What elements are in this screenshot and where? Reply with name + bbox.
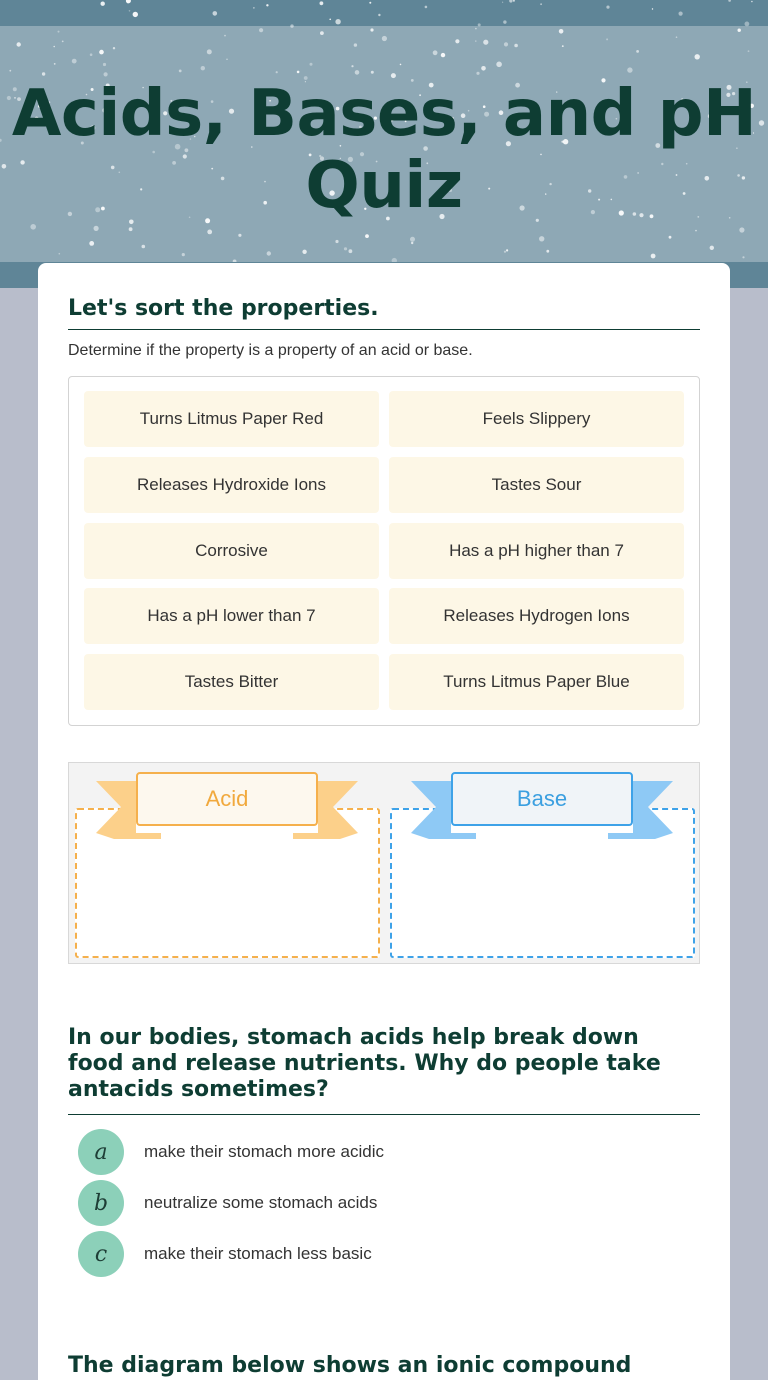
snow-dot xyxy=(90,53,93,56)
question-2-heading: In our bodies, stomach acids help break down food and release nutrients. Why do people take antacids sometimes? xyxy=(68,1025,700,1115)
snow-dot xyxy=(481,66,486,71)
snow-dot xyxy=(253,7,254,8)
snow-dot xyxy=(129,227,133,231)
answer-option-c[interactable] xyxy=(78,1231,372,1277)
snow-dot xyxy=(129,10,131,12)
snow-dot xyxy=(320,31,324,35)
snow-dot xyxy=(94,226,99,231)
snow-dot xyxy=(302,250,306,254)
snow-dot xyxy=(238,234,241,237)
snow-dot xyxy=(344,247,347,250)
category-drop-area xyxy=(68,762,700,964)
acid-category-label: Acid xyxy=(136,772,318,826)
sort-item-turns-litmus-blue[interactable]: Turns Litmus Paper Blue xyxy=(389,654,684,710)
snow-dot xyxy=(113,47,115,49)
page-title: Acids, Bases, and pH Quiz xyxy=(11,77,757,223)
snow-dot xyxy=(42,72,45,75)
snow-dot xyxy=(506,249,508,251)
snow-dot xyxy=(478,23,481,26)
snow-dot xyxy=(679,12,683,16)
snow-dot xyxy=(335,19,340,24)
snow-dot xyxy=(455,39,459,43)
snow-dot xyxy=(182,253,185,256)
snow-dot xyxy=(513,0,515,2)
snow-dot xyxy=(72,59,77,64)
snow-dot xyxy=(54,63,56,65)
snow-dot xyxy=(476,72,479,75)
snow-dot xyxy=(9,70,11,72)
snow-dot xyxy=(496,62,502,68)
snow-dot xyxy=(133,12,138,17)
snow-dot xyxy=(207,230,212,235)
snow-dot xyxy=(710,246,714,250)
answer-option-b[interactable] xyxy=(78,1180,377,1226)
snow-dot xyxy=(320,1,324,5)
snow-dot xyxy=(695,54,700,59)
question-1-heading: Let's sort the properties. xyxy=(68,295,700,330)
snow-dot xyxy=(627,67,632,72)
snow-dot xyxy=(329,19,331,21)
snow-dot xyxy=(382,36,387,41)
snow-dot xyxy=(540,3,542,5)
snow-dot xyxy=(99,50,104,55)
sort-item-corrosive[interactable]: Corrosive xyxy=(84,523,379,579)
sort-item-ph-higher-7[interactable]: Has a pH higher than 7 xyxy=(389,523,684,579)
snow-dot xyxy=(483,40,488,45)
snow-dot xyxy=(104,72,108,76)
snow-dot xyxy=(371,71,374,74)
snow-dot xyxy=(142,245,146,249)
snow-dot xyxy=(751,1,753,3)
snow-dot xyxy=(738,29,741,32)
snow-dot xyxy=(126,0,131,3)
snow-dot xyxy=(514,44,518,48)
snow-dot xyxy=(351,65,353,67)
snow-dot xyxy=(652,8,653,9)
snow-dot xyxy=(355,70,360,75)
snow-dot xyxy=(400,64,402,66)
snow-dot xyxy=(365,234,369,238)
snow-dot xyxy=(739,227,744,232)
snow-dot xyxy=(411,242,413,244)
snow-dot xyxy=(101,2,105,6)
sort-item-releases-hydrogen[interactable]: Releases Hydrogen Ions xyxy=(389,588,684,644)
snow-dot xyxy=(53,46,55,48)
snow-dot xyxy=(745,22,750,27)
snow-dot xyxy=(504,251,506,253)
snow-dot xyxy=(89,241,94,246)
snow-dot xyxy=(433,50,438,55)
snow-dot xyxy=(441,53,445,57)
sort-item-releases-hydroxide[interactable]: Releases Hydroxide Ions xyxy=(84,457,379,513)
snow-dot xyxy=(276,71,278,73)
snow-dot xyxy=(676,36,678,38)
snow-dot xyxy=(425,6,428,9)
sort-item-turns-litmus-red[interactable]: Turns Litmus Paper Red xyxy=(84,391,379,447)
snow-dot xyxy=(58,31,60,33)
answer-option-a[interactable] xyxy=(78,1129,384,1175)
snow-dot xyxy=(369,2,371,4)
snow-dot xyxy=(742,256,744,258)
snow-dot xyxy=(410,237,415,242)
snow-dot xyxy=(349,249,353,253)
snow-dot xyxy=(559,29,564,34)
snow-dot xyxy=(226,59,227,60)
snow-dot xyxy=(546,250,549,253)
sort-item-ph-lower-7[interactable]: Has a pH lower than 7 xyxy=(84,588,379,644)
sort-item-tastes-sour[interactable]: Tastes Sour xyxy=(389,457,684,513)
base-category-label: Base xyxy=(451,772,633,826)
question-1-instructions: Determine if the property is a property of an acid or base. xyxy=(68,342,473,359)
option-text: neutralize some stomach acids xyxy=(144,1193,378,1212)
snow-dot xyxy=(606,38,608,40)
snow-dot xyxy=(201,66,205,70)
snow-dot xyxy=(266,4,268,6)
snow-dot xyxy=(378,14,380,16)
question-3-heading: The diagram below shows an ionic compound xyxy=(68,1353,632,1378)
snow-dot xyxy=(502,2,503,3)
snow-dot xyxy=(475,40,476,41)
snow-dot xyxy=(475,28,477,30)
snow-dot xyxy=(354,43,357,46)
sort-item-feels-slippery[interactable]: Feels Slippery xyxy=(389,391,684,447)
sort-item-tastes-bitter[interactable]: Tastes Bitter xyxy=(84,654,379,710)
snow-dot xyxy=(179,70,182,73)
snow-dot xyxy=(62,41,64,43)
snow-dot xyxy=(504,42,508,46)
worksheet-card xyxy=(38,263,730,1380)
snow-dot xyxy=(207,49,212,54)
snow-dot xyxy=(290,24,293,27)
snow-dot xyxy=(503,20,506,23)
snow-dot xyxy=(310,63,313,66)
snow-dot xyxy=(606,6,609,9)
snow-dot xyxy=(224,35,226,37)
snow-dot xyxy=(17,42,21,46)
option-text: make their stomach more acidic xyxy=(144,1142,384,1161)
snow-dot xyxy=(728,0,731,2)
snow-dot xyxy=(30,224,36,230)
option-letter-badge: b xyxy=(78,1180,124,1226)
snow-dot xyxy=(669,236,672,239)
snow-dot xyxy=(539,236,544,241)
snow-dot xyxy=(103,63,106,66)
snow-dot xyxy=(370,28,373,31)
option-letter-badge: a xyxy=(78,1129,124,1175)
snow-dot xyxy=(59,253,61,255)
snow-dot xyxy=(267,251,271,255)
snow-dot xyxy=(636,50,639,53)
snow-dot xyxy=(695,230,697,232)
snow-dot xyxy=(335,240,338,243)
snow-dot xyxy=(297,71,300,74)
snow-dot xyxy=(509,0,512,3)
snow-dot xyxy=(213,11,218,16)
snow-dot xyxy=(651,254,656,259)
page-header xyxy=(0,0,768,288)
option-text: make their stomach less basic xyxy=(144,1244,372,1263)
snow-dot xyxy=(748,50,750,52)
option-letter-badge: c xyxy=(78,1231,124,1277)
snow-dot xyxy=(259,28,263,32)
sortable-items-box xyxy=(68,376,700,726)
snow-dot xyxy=(562,45,564,47)
